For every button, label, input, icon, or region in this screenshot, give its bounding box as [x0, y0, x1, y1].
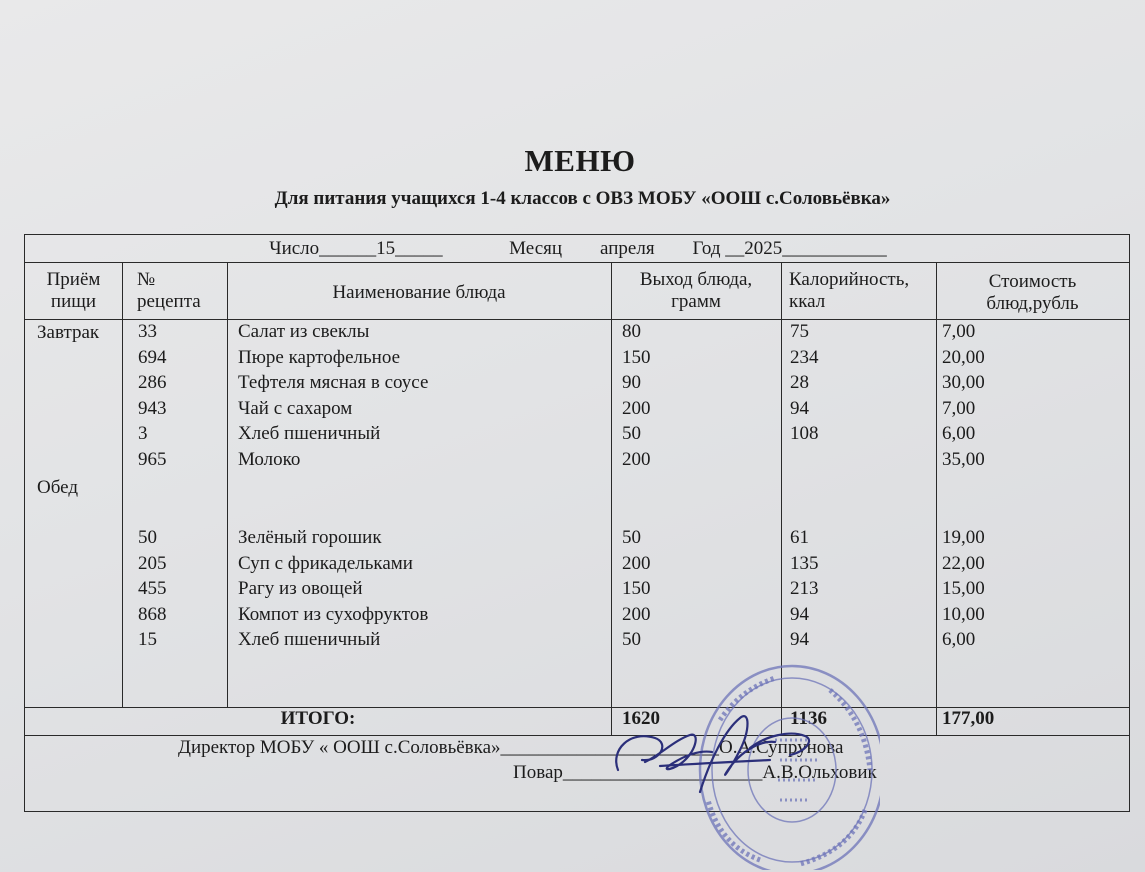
cost-cell: 19,00 [942, 527, 985, 548]
recipe-cell: 694 [138, 346, 167, 368]
calories-cell: 28 [790, 372, 809, 393]
header-meal-line1: Приём [46, 269, 101, 290]
header-cost [936, 271, 1129, 315]
header-cost-line2: блюд,рубль [986, 293, 1079, 314]
header-calories-line2: ккал [789, 291, 826, 312]
cost-cell: 10,00 [942, 603, 985, 625]
header-meal-line2: пищи [50, 291, 97, 312]
document-subtitle: Для питания учащихся 1-4 классов с ОВЗ МОБУ «ООШ с.Соловьёвка» [274, 188, 891, 209]
cost-cell: 6,00 [942, 423, 976, 444]
table-row [25, 602, 1131, 628]
weight-cell: 200 [622, 603, 651, 625]
date-line: Число______15_____ Месяц апреля Год __2025___________ [269, 238, 887, 259]
header-recipe [137, 269, 201, 313]
document-title: МЕНЮ [524, 143, 636, 178]
totals-weight: 1620 [622, 708, 660, 729]
weight-cell: 50 [622, 629, 641, 650]
calories-cell: 234 [790, 346, 819, 368]
cost-cell: 30,00 [942, 372, 985, 393]
recipe-cell: 455 [138, 578, 167, 599]
header-recipe-line1: № [137, 269, 156, 290]
calories-cell: 94 [790, 603, 809, 625]
calories-cell: 94 [790, 629, 809, 650]
recipe-cell: 943 [138, 397, 167, 419]
recipe-cell: 286 [138, 372, 167, 393]
weight-cell: 50 [622, 423, 641, 444]
director-signature-line: Директор МОБУ « ООШ с.Соловьёвка»_______________________О.А.Супрунова [178, 737, 844, 758]
weight-cell: 150 [622, 346, 651, 368]
recipe-cell: 33 [138, 321, 157, 342]
calories-cell: 75 [790, 321, 809, 342]
cost-cell: 7,00 [942, 321, 976, 342]
dish-cell: Рагу из овощей [238, 578, 363, 599]
header-meal [25, 269, 122, 313]
header-weight-line2: грамм [671, 291, 721, 312]
table-row [25, 370, 1131, 396]
cost-cell: 15,00 [942, 578, 985, 599]
table-row [25, 345, 1131, 371]
dish-cell: Салат из свеклы [238, 321, 370, 342]
table-row [25, 319, 1131, 345]
rule-date [25, 262, 1129, 263]
header-calories [789, 269, 909, 313]
dish-cell: Тефтеля мясная в соусе [238, 372, 429, 393]
cost-cell: 35,00 [942, 448, 985, 470]
weight-cell: 50 [622, 527, 641, 548]
calories-cell: 135 [790, 552, 819, 574]
dish-cell: Компот из сухофруктов [238, 603, 429, 625]
calories-cell: 108 [790, 423, 819, 444]
dish-cell: Пюре картофельное [238, 346, 401, 368]
dish-cell: Молоко [238, 448, 301, 470]
calories-cell: 61 [790, 527, 809, 548]
meal-label-breakfast: Завтрак [37, 322, 100, 343]
cook-signature-line: Повар_____________________А.В.Ольховик [513, 762, 877, 783]
rule-totals [25, 735, 1129, 736]
dish-cell: Хлеб пшеничный [238, 629, 381, 650]
recipe-cell: 50 [138, 527, 157, 548]
header-weight [611, 269, 781, 313]
header-recipe-line2: рецепта [137, 291, 201, 312]
recipe-cell: 3 [138, 423, 148, 444]
table-row [25, 551, 1131, 577]
dish-cell: Суп с фрикадельками [238, 552, 413, 574]
recipe-cell: 15 [138, 629, 157, 650]
table-row [25, 396, 1131, 422]
dish-cell: Хлеб пшеничный [238, 423, 381, 444]
totals-cost: 177,00 [942, 708, 995, 729]
dish-cell: Чай с сахаром [238, 397, 353, 419]
weight-cell: 200 [622, 448, 651, 470]
table-row [25, 627, 1131, 653]
calories-cell: 213 [790, 578, 819, 599]
table-row [25, 421, 1131, 447]
weight-cell: 150 [622, 578, 651, 599]
weight-cell: 80 [622, 321, 641, 342]
recipe-cell: 205 [138, 552, 167, 574]
weight-cell: 200 [622, 552, 651, 574]
table-row [25, 525, 1131, 551]
recipe-cell: 868 [138, 603, 167, 625]
weight-cell: 90 [622, 372, 641, 393]
cost-cell: 20,00 [942, 346, 985, 368]
cost-cell: 6,00 [942, 629, 976, 650]
header-calories-line1: Калорийность, [789, 269, 910, 290]
header-cost-line1: Стоимость [988, 271, 1077, 292]
header-dish: Наименование блюда [332, 282, 506, 303]
table-row [25, 447, 1131, 473]
table-row [25, 576, 1131, 602]
cost-cell: 7,00 [942, 397, 976, 419]
totals-calories: 1136 [790, 708, 827, 729]
weight-cell: 200 [622, 397, 651, 419]
recipe-cell: 965 [138, 448, 167, 470]
totals-label: ИТОГО: [280, 708, 356, 729]
menu-table [24, 234, 1130, 812]
meal-label-lunch: Обед [37, 477, 78, 498]
dish-cell: Зелёный горошик [238, 527, 382, 548]
header-weight-line1: Выход блюда, [639, 269, 753, 290]
calories-cell: 94 [790, 397, 809, 419]
cost-cell: 22,00 [942, 552, 985, 574]
